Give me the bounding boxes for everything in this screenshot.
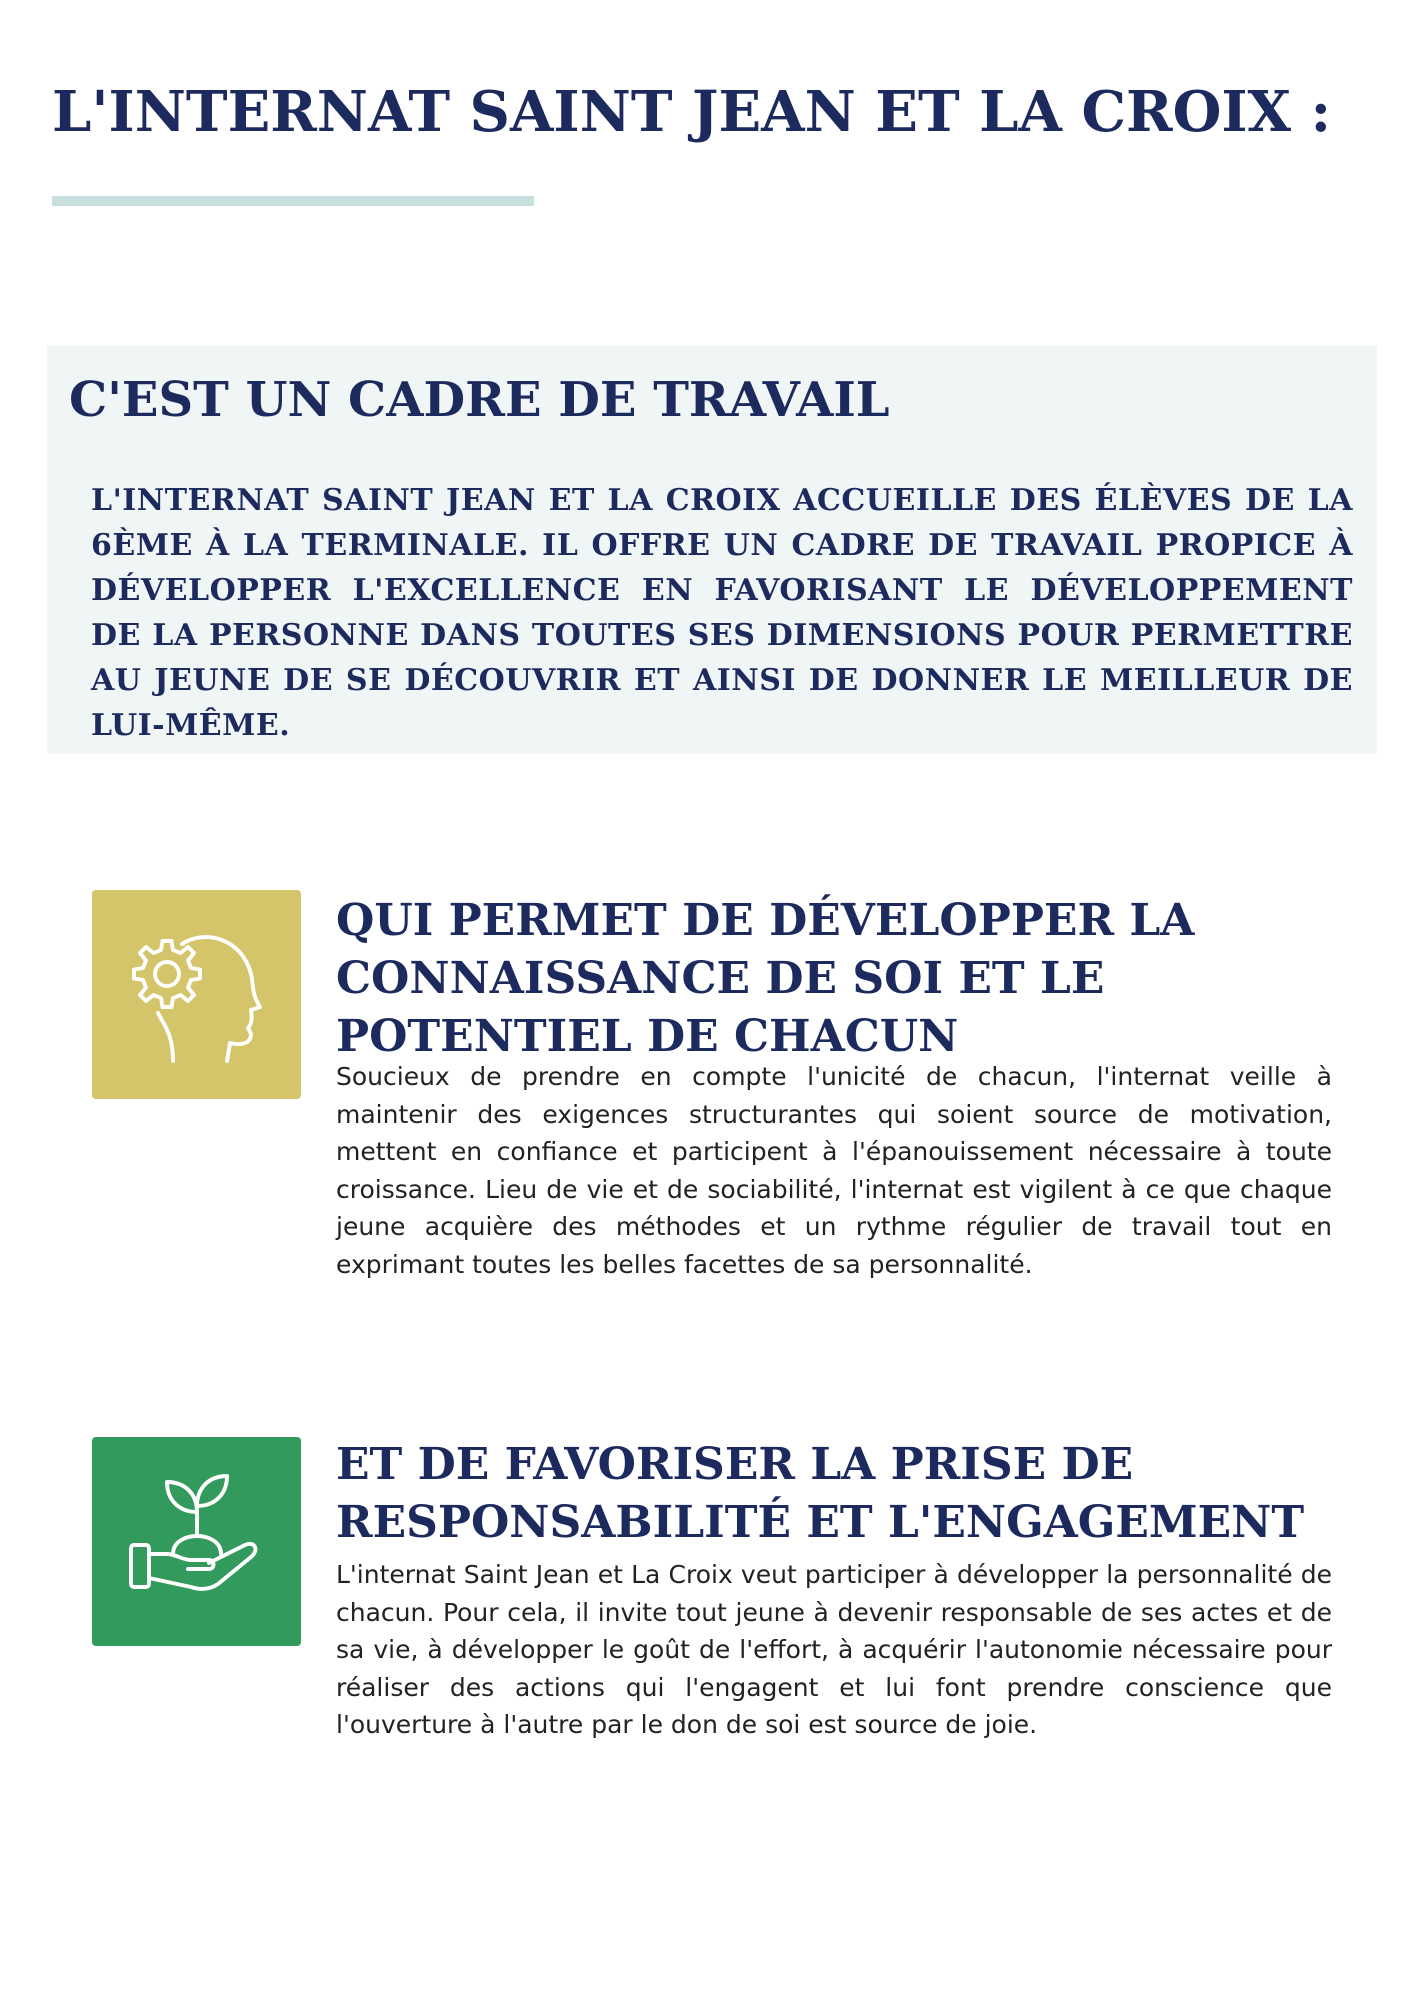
intro-box	[47, 346, 1377, 754]
hand-sprout-tile	[92, 1437, 301, 1646]
intro-text: L'INTERNAT SAINT JEAN ET LA CROIX ACCUEILLE DES ÉLÈVES DE LA 6ÈME À LA TERMINALE. IL OFFRE UN CADRE DE TRAVAIL PROPICE À DÉVELOPPER L'EXCELLENCE EN FAVORISANT LE DÉVELOPPEMENT DE LA PERSONNE DANS TOUTES SES DIMENSIONS POUR PERMETTRE AU JEUNE DE SE DÉCOUVRIR ET AINSI DE DONNER LE MEILLEUR DE LUI-MÊME.	[91, 483, 1353, 743]
section-body-self-knowledge: Soucieux de prendre en compte l'unicité de chacun, l'internat veille à maintenir des exigences structurantes qui soient source de motivation, mettent en confiance et participent à l'épanouissement nécessaire à toute croissance. Lieu de vie et de sociabilité, l'internat est vigilent à ce que chaque jeune acquière des méthodes et un rythme régulier de travail tout en exprimant toutes les belles facettes de sa personnalité.	[336, 1062, 1332, 1279]
page-title: L'INTERNAT SAINT JEAN ET LA CROIX :	[52, 79, 1332, 145]
section-body-responsibility: L'internat Saint Jean et La Croix veut participer à développer la personnalité de chacun. Pour cela, il invite tout jeune à devenir responsable de ses actes et de sa vie, à développer le goût de l'effort, à acquérir l'autonomie nécessaire pour réaliser des actions qui l'engagent et lui font prendre conscience que l'ouverture à l'autre par le don de soi est source de joie.	[336, 1560, 1332, 1739]
intro-heading: C'EST UN CADRE DE TRAVAIL	[69, 372, 890, 428]
title-underline	[52, 196, 534, 206]
section-heading-self-knowledge: QUI PERMET DE DÉVELOPPER LA CONNAISSANCE DE SOI ET LE POTENTIEL DE CHACUN	[336, 895, 1195, 1062]
hand-sprout-icon	[122, 1467, 272, 1617]
section-heading-responsibility: ET DE FAVORISER LA PRISE DE RESPONSABILITÉ ET L'ENGAGEMENT	[336, 1439, 1305, 1548]
head-gear-tile	[92, 890, 301, 1099]
head-gear-icon	[122, 920, 272, 1070]
